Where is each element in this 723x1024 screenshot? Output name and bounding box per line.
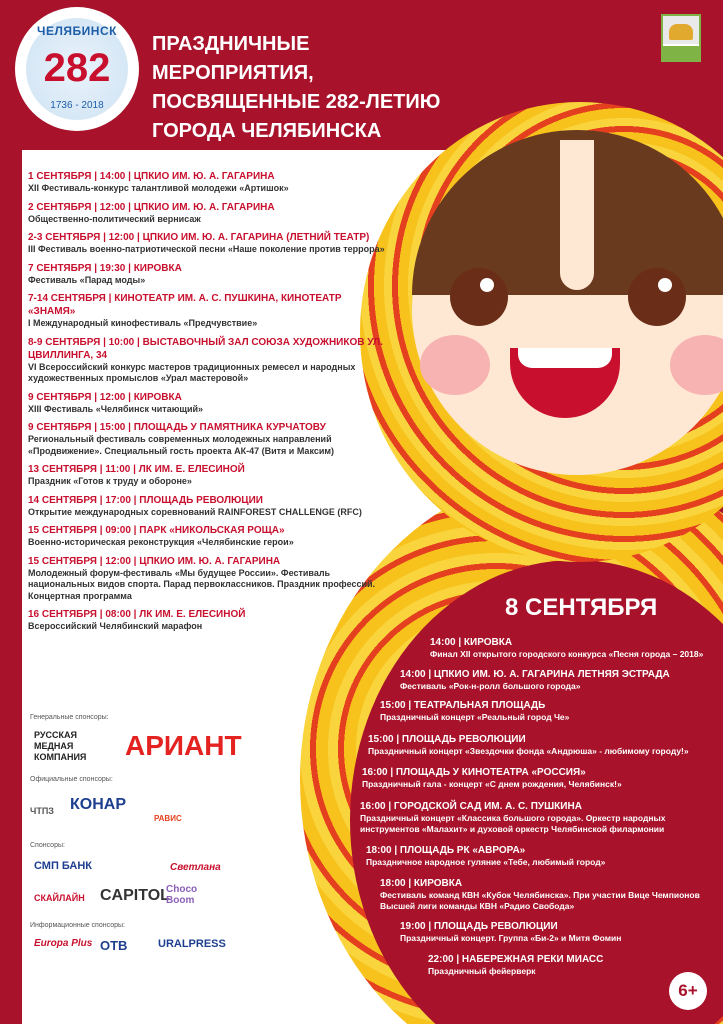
info-sponsors-label: Информационные спонсоры: [30,922,125,929]
sep8-description: Фестиваль «Рок-н-ролл большого города» [400,681,581,691]
sponsor-smp-bank-logo: СМП БАНК [34,860,93,872]
sponsor-rmk-logo: РУССКАЯ МЕДНАЯ КОМПАНИЯ [34,730,87,762]
list-item [28,391,388,416]
sponsors-label: Спонсоры: [30,842,65,849]
sep8-heading: 22:00 | НАБЕРЕЖНАЯ РЕКИ МИАСС [428,954,604,965]
list-item [28,421,388,457]
city-anniversary-logo [18,10,136,128]
event-description: Открытие международных соревнований RAINFOREST CHALLENGE (RFC) [28,506,362,517]
event-heading: 16 СЕНТЯБРЯ | 08:00 | ЛК ИМ. Е. ЕЛЕСИНОЙ [28,609,246,620]
list-item [28,262,388,287]
sep8-description: Финал XII открытого городского конкурса «Песня города – 2018» [430,649,704,659]
matryoshka-hair-parting [560,140,594,290]
event-heading: 2 СЕНТЯБРЯ | 12:00 | ЦПКИО ИМ. Ю. А. ГАГАРИНА [28,201,275,213]
sep8-description: Праздничный концерт «Звездочки фонда «Андрюша» - любимому городу!» [368,746,689,756]
event-heading: 9 СЕНТЯБРЯ | 12:00 | КИРОВКА [28,391,182,403]
sponsor-ravis-logo: РАВИС [154,814,182,823]
event-heading: 1 СЕНТЯБРЯ | 14:00 | ЦПКИО ИМ. Ю. А. ГАГАРИНА [28,171,275,182]
list-item [400,920,723,944]
list-item [28,555,388,603]
event-description: Молодежный форум-фестиваль «Мы будущее России». Фестиваль национальных видов спорта. Парад первоклассников. Праздник профессий. Концертная программа [28,567,376,601]
event-heading: 15 СЕНТЯБРЯ | 12:00 | ЦПКИО ИМ. Ю. А. ГАГАРИНА [28,555,281,567]
list-item [428,953,668,977]
list-item [28,170,388,195]
sep8-description: Праздничный концерт. Группа «Би-2» и Митя Фомин [400,933,622,943]
sep8-heading: 18:00 | КИРОВКА [380,878,463,889]
event-heading: 13 СЕНТЯБРЯ | 11:00 | ЛК ИМ. Е. ЕЛЕСИНОЙ [28,464,245,475]
sep8-description: Праздничный концерт «Классика большого города». Оркестр народных инструментов «Малахит» и духовой оркестр Челябинской филармонии [360,813,666,834]
list-item [430,636,723,660]
sep8-heading: 16:00 | ПЛОЩАДЬ У КИНОТЕАТРА «РОССИЯ» [362,767,586,778]
logo-number: 282 [43,46,111,90]
list-item [366,844,696,868]
list-item [28,336,388,385]
title-line: ПОСВЯЩЕННЫЕ 282-ЛЕТИЮ [152,91,441,113]
sponsor-uralpress-logo: URALPRESS [158,938,226,950]
events-list [28,170,388,639]
list-item [28,608,388,633]
sponsor-europa-plus-logo: Europa Plus [34,938,93,949]
event-description: I Международный кинофестиваль «Предчувствие» [28,318,258,328]
sponsor-skyline-logo: СКАЙЛАЙН [34,893,85,903]
official-sponsors-label: Официальные спонсоры: [30,776,113,783]
sep8-heading: 15:00 | ТЕАТРАЛЬНАЯ ПЛОЩАДЬ [380,700,546,711]
age-rating-badge: 6+ [669,972,707,1010]
event-description: Фестиваль «Парад моды» [28,274,146,285]
list-item [400,668,723,692]
sponsor-chtpz-logo: ЧТПЗ [30,806,54,816]
event-heading: 7-14 СЕНТЯБРЯ | КИНОТЕАТР ИМ. А. С. ПУШКИНА, КИНОТЕАТР «ЗНАМЯ» [28,293,342,317]
left-border [0,150,22,1024]
event-heading: 15 СЕНТЯБРЯ | 09:00 | ПАРК «НИКОЛЬСКАЯ РОЩА» [28,525,285,536]
sep8-heading: 19:00 | ПЛОЩАДЬ РЕВОЛЮЦИИ [400,921,558,932]
sponsor-capitol-logo: CAPITOL [100,887,170,904]
event-heading: 8-9 СЕНТЯБРЯ | 10:00 | ВЫСТАВОЧНЫЙ ЗАЛ СОЮЗА ХУДОЖНИКОВ УЛ. ЦВИЛЛИНГА, 34 [28,336,383,361]
list-item [380,699,710,723]
logo-city: ЧЕЛЯБИНСК [37,24,117,38]
event-description: XIII Фестиваль «Челябинск читающий» [28,403,204,414]
matryoshka-left-eye [450,268,508,326]
event-description: VI Всероссийский конкурс мастеров традиционных ремесел и народных художественных промыслов «Урал мастеровой» [28,361,356,383]
sep8-title: 8 СЕНТЯБРЯ [505,594,658,621]
list-item [28,292,388,330]
logo-years: 1736 - 2018 [50,100,104,111]
matryoshka-right-eye [628,268,686,326]
sponsor-otv-logo: ОТВ [100,938,128,953]
event-description: Региональный фестиваль современных молодежных направлений «Продвижение». Специальный гость проекта АК-47 (Витя и Максим) [28,434,335,456]
sep8-heading: 14:00 | ЦПКИО ИМ. Ю. А. ГАГАРИНА ЛЕТНЯЯ ЭСТРАДА [400,669,670,680]
event-description: Военно-историческая реконструкция «Челябинские герои» [28,537,294,547]
list-item [380,877,710,912]
matryoshka-left-cheek [420,335,490,395]
sep8-description: Праздничный гала - концерт «С днем рождения, Челябинск!» [362,779,622,789]
sponsor-chocoboom-logo: Choco Boom [166,884,198,906]
list-item [28,201,388,226]
title-line: ГОРОДА ЧЕЛЯБИНСКА [152,120,382,142]
sep8-heading: 15:00 | ПЛОЩАДЬ РЕВОЛЮЦИИ [368,734,526,745]
sep8-description: Праздничное народное гуляние «Тебе, любимый город» [366,857,606,867]
sponsor-svetlana-logo: Светлана [170,862,221,873]
event-description: Праздник «Готов к труду и обороне» [28,476,192,486]
city-crest-icon [661,14,701,62]
sep8-description: Праздничный фейерверк [428,966,536,976]
event-heading: 2-3 СЕНТЯБРЯ | 12:00 | ЦПКИО ИМ. Ю. А. ГАГАРИНА (ЛЕТНИЙ ТЕАТР) [28,232,370,243]
title-line: ПРАЗДНИЧНЫЕ МЕРОПРИЯТИЯ, [152,33,314,84]
event-description: Всероссийский Челябинский марафон [28,621,203,631]
event-heading: 14 СЕНТЯБРЯ | 17:00 | ПЛОЩАДЬ РЕВОЛЮЦИИ [28,494,263,506]
general-sponsors-label: Генеральные спонсоры: [30,714,109,721]
sep8-description: Праздничный концерт «Реальный город Че» [380,712,570,722]
list-item [28,524,388,549]
page-title [152,30,452,146]
sep8-heading: 18:00 | ПЛОЩАДЬ РК «АВРОРА» [366,845,526,856]
sep8-description: Фестиваль команд КВН «Кубок Челябинска». При участии Вице Чемпионов Высшей лиги команды КВН «Радио Свобода» [380,890,700,911]
event-heading: 7 СЕНТЯБРЯ | 19:30 | КИРОВКА [28,262,182,274]
list-item [28,463,388,488]
list-item [368,733,698,757]
list-item [360,800,710,835]
event-description: Общественно-политический вернисаж [28,213,201,224]
list-item [28,231,388,256]
event-heading: 9 СЕНТЯБРЯ | 15:00 | ПЛОЩАДЬ У ПАМЯТНИКА КУРЧАТОВУ [28,422,326,433]
sep8-heading: 14:00 | КИРОВКА [430,637,513,648]
event-description: III Фестиваль военно-патриотической песни «Наше поколение против террора» [28,244,385,254]
sep8-heading: 16:00 | ГОРОДСКОЙ САД ИМ. А. С. ПУШКИНА [360,801,582,812]
list-item [362,766,692,790]
sponsor-konar-logo: КОНАР [70,796,126,813]
sponsor-ariant-logo: АРИАНТ [125,730,242,761]
event-description: XII Фестиваль-конкурс талантливой молодежи «Артишок» [28,183,289,193]
list-item [28,494,388,519]
